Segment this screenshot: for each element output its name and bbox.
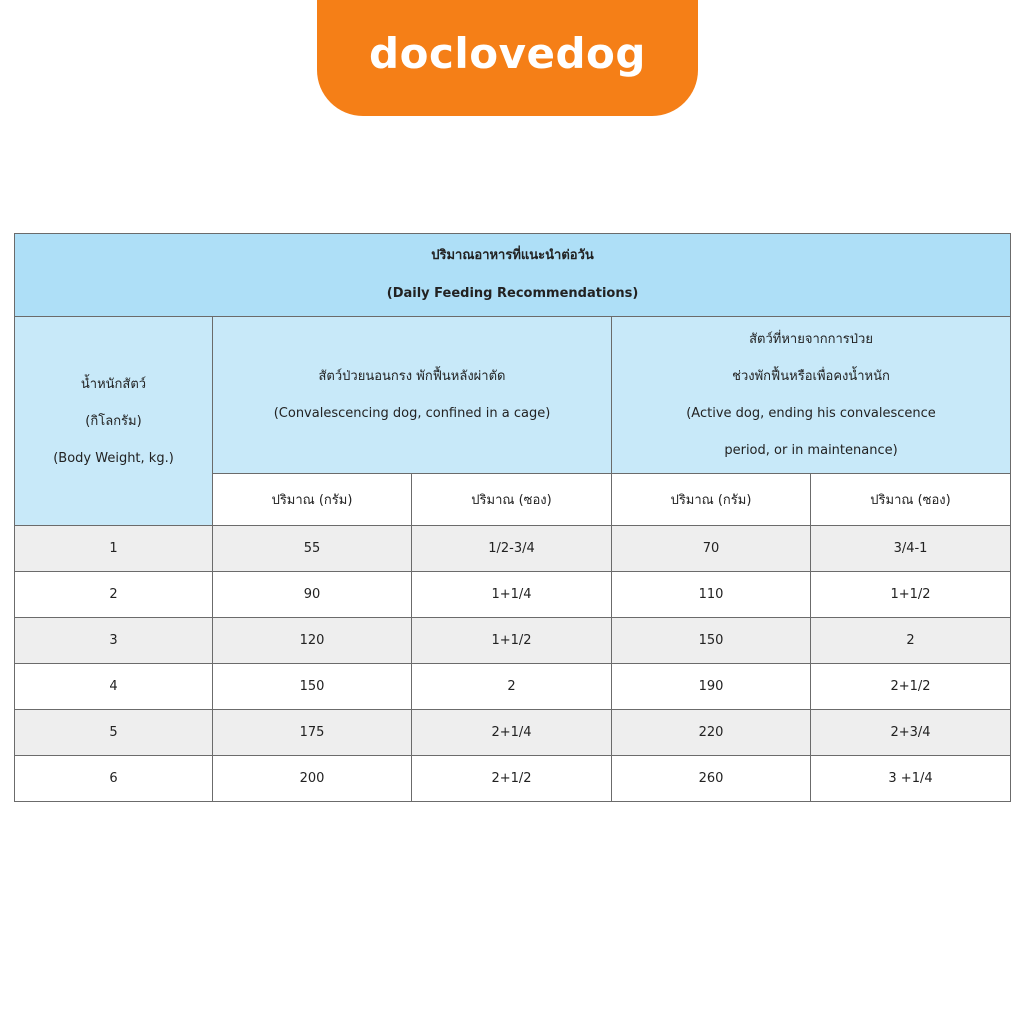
table-cell: 1/2-3/4 [412, 526, 612, 572]
table-title-thai: ปริมาณอาหารที่แนะนำต่อวัน [431, 248, 594, 263]
sub-header-grams: ปริมาณ (กรัม) [612, 474, 811, 526]
table-cell: 1+1/4 [412, 572, 612, 618]
active-header-english-line2: period, or in maintenance) [724, 443, 898, 458]
table-cell: 220 [612, 710, 811, 756]
active-group-header [612, 317, 1011, 474]
table-cell: 110 [612, 572, 811, 618]
table-cell: 2+1/4 [412, 710, 612, 756]
table-row [15, 664, 1011, 710]
weight-header-thai: น้ำหนักสัตว์ [80, 376, 147, 392]
table-cell: 2 [811, 618, 1011, 664]
convalescing-group-header [213, 317, 612, 474]
weight-cell: 2 [15, 572, 213, 618]
table-cell: 200 [213, 756, 412, 802]
weight-header-english: (Body Weight, kg.) [53, 450, 174, 466]
table-cell: 2+1/2 [412, 756, 612, 802]
weight-cell: 3 [15, 618, 213, 664]
weight-cell: 1 [15, 526, 213, 572]
table-cell: 175 [213, 710, 412, 756]
table-cell: 150 [612, 618, 811, 664]
table-row [15, 756, 1011, 802]
sub-header-sachets: ปริมาณ (ซอง) [412, 474, 612, 526]
sub-header-sachets: ปริมาณ (ซอง) [811, 474, 1011, 526]
table-cell: 2 [412, 664, 612, 710]
table-row [15, 572, 1011, 618]
weight-cell: 4 [15, 664, 213, 710]
table-title-english: (Daily Feeding Recommendations) [386, 286, 639, 301]
weight-column-header [15, 317, 213, 526]
table-cell: 3/4-1 [811, 526, 1011, 572]
active-header-english-line1: (Active dog, ending his convalescence [686, 406, 936, 421]
active-header-thai-line1: สัตว์ที่หายจากการป่วย [749, 332, 873, 347]
table-cell: 2+3/4 [811, 710, 1011, 756]
weight-header-unit: (กิโลกรัม) [85, 413, 142, 429]
table-cell: 3 +1/4 [811, 756, 1011, 802]
table-cell: 150 [213, 664, 412, 710]
table-row [15, 618, 1011, 664]
table-cell: 2+1/2 [811, 664, 1011, 710]
weight-cell: 6 [15, 756, 213, 802]
sub-header-grams: ปริมาณ (กรัม) [213, 474, 412, 526]
weight-cell: 5 [15, 710, 213, 756]
active-header-thai-line2: ช่วงพักฟื้นหรือเพื่อคงน้ำหนัก [732, 369, 890, 384]
convalescing-header-english: (Convalescencing dog, confined in a cage) [273, 406, 551, 421]
table-cell: 190 [612, 664, 811, 710]
table-cell: 1+1/2 [412, 618, 612, 664]
table-cell: 70 [612, 526, 811, 572]
feeding-table [14, 233, 1011, 802]
group-header-row [15, 317, 1011, 474]
table-cell: 1+1/2 [811, 572, 1011, 618]
table-row [15, 526, 1011, 572]
table-cell: 55 [213, 526, 412, 572]
table-title [15, 234, 1011, 317]
table-cell: 90 [213, 572, 412, 618]
table-cell: 120 [213, 618, 412, 664]
brand-banner [317, 0, 698, 116]
table-row [15, 710, 1011, 756]
table-cell: 260 [612, 756, 811, 802]
convalescing-header-thai: สัตว์ป่วยนอนกรง พักฟื้นหลังผ่าตัด [318, 369, 506, 384]
brand-logo-text: doclovedog [369, 28, 646, 78]
table-title-row [15, 234, 1011, 317]
